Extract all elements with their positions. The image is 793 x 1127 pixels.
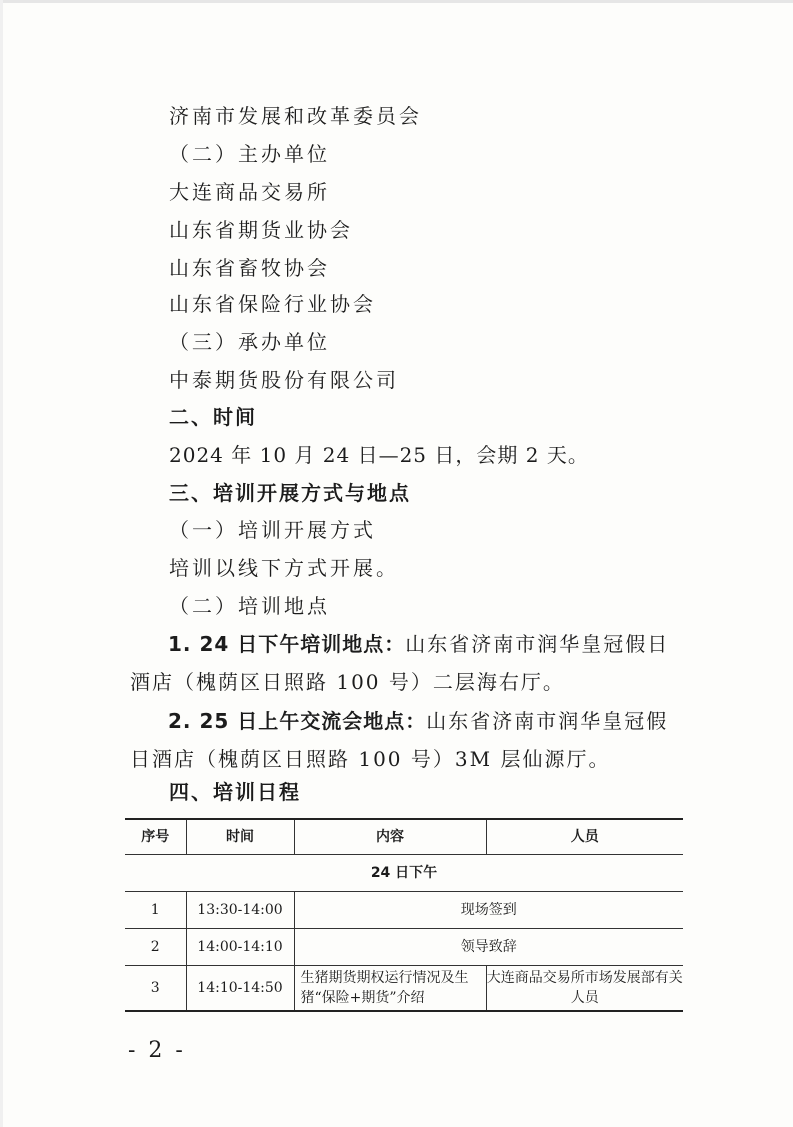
page-number: - 2 -: [128, 1038, 186, 1063]
org-subheading-organizer: （三）承办单位: [169, 330, 330, 354]
venue-paragraph-1: [130, 625, 690, 701]
row-time: 13:30-14:00: [186, 892, 294, 929]
header-content: 内容: [294, 819, 486, 855]
org-line-6: 山东省保险行业协会: [169, 292, 376, 316]
header-no: 序号: [125, 819, 186, 855]
section-3-sub1: （一）培训开展方式: [169, 518, 376, 542]
row-staff: 大连商品交易所市场发展部有关人员: [486, 966, 683, 1012]
schedule-section-row: [125, 855, 683, 892]
org-line-3: 大连商品交易所: [169, 180, 330, 204]
org-subheading-host: （二）主办单位: [169, 142, 330, 166]
section-label: 24 日下午: [125, 855, 683, 892]
row-content: 现场签到: [294, 892, 683, 929]
row-content: 生猪期货期权运行情况及生猪“保险+期货”介绍: [294, 966, 486, 1012]
section-4-heading: 四、培训日程: [169, 780, 301, 804]
row-no: 1: [125, 892, 186, 929]
scan-top-edge: [0, 0, 793, 3]
row-time: 14:00-14:10: [186, 929, 294, 966]
venue-2-text: 山东省济南市润华皇冠假日酒店（槐荫区日照路 100 号）3M 层仙源厅。: [130, 709, 669, 771]
section-3-heading: 三、培训开展方式与地点: [169, 481, 411, 505]
venue-1-label: 1. 24 日下午培训地点：: [168, 632, 406, 656]
row-content: 领导致辞: [294, 929, 683, 966]
org-line-5: 山东省畜牧协会: [169, 256, 330, 280]
header-time: 时间: [186, 819, 294, 855]
row-time: 14:10-14:50: [186, 966, 294, 1012]
header-staff: 人员: [486, 819, 683, 855]
org-line-4: 山东省期货业协会: [169, 218, 353, 242]
section-2-text: 2024 年 10 月 24 日—25 日，会期 2 天。: [169, 443, 589, 467]
schedule-header-row: [125, 819, 683, 855]
section-2-heading: 二、时间: [169, 405, 257, 429]
table-row: [125, 966, 683, 1012]
schedule-table: [125, 818, 683, 1012]
venue-2-label: 2. 25 日上午交流会地点：: [168, 709, 427, 733]
section-3-sub2: （二）培训地点: [169, 594, 330, 618]
org-line-8: 中泰期货股份有限公司: [169, 368, 399, 392]
table-row: [125, 929, 683, 966]
scan-left-edge: [0, 0, 3, 1127]
org-line-1: 济南市发展和改革委员会: [169, 104, 422, 128]
row-no: 3: [125, 966, 186, 1012]
row-no: 2: [125, 929, 186, 966]
venue-paragraph-2: [130, 702, 690, 778]
table-row: [125, 892, 683, 929]
venue-1-text: 山东省济南市润华皇冠假日酒店（槐荫区日照路 100 号）二层海右厅。: [130, 632, 670, 694]
section-3-sub1-text: 培训以线下方式开展。: [169, 556, 399, 580]
